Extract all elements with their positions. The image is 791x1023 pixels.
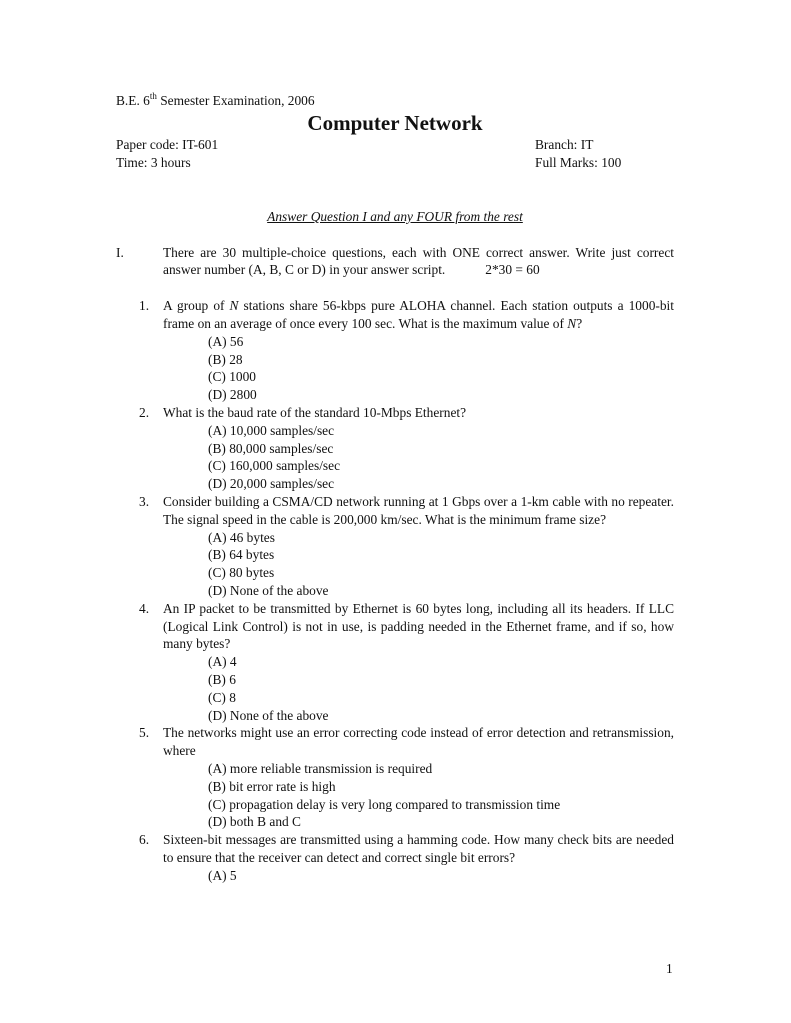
question-number: 6. [139,832,150,848]
option: (B) 64 bytes [208,547,275,563]
options-list [208,760,674,831]
instruction: Answer Question I and any FOUR from the rest [267,208,523,224]
exam-superscript: th [149,90,157,101]
full-marks: Full Marks: 100 [535,154,622,170]
option: (C) 1000 [208,369,256,385]
section-i [116,244,674,280]
question-list [116,297,674,884]
option: (B) 80,000 samples/sec [208,440,334,456]
option: (A) 5 [208,867,237,883]
option: (C) 80 bytes [208,565,275,581]
option: (C) propagation delay is very long compared to transmission time [208,796,561,812]
option: (A) 56 [208,333,244,349]
question-text: The networks might use an error correcting code instead of error detection and retransmission, where [163,725,674,759]
question-number: 2. [139,404,150,420]
exam-page [116,92,674,884]
option: (D) None of the above [208,707,329,723]
question-text-part: ? [576,315,583,331]
section-marks: 2*30 = 60 [485,262,540,278]
option: (C) 8 [208,689,236,705]
question-text: Consider building a CSMA/CD network running at 1 Gbps over a 1-km cable with no repeater. The signal speed in the cable is 200,000 km/sec. What is the minimum frame size? [163,493,674,527]
question-number: 4. [139,600,150,616]
branch: Branch: IT [535,136,594,152]
options-list [208,867,674,885]
options-list [208,653,674,724]
option: (D) 20,000 samples/sec [208,476,335,492]
question-2 [116,404,674,493]
option: (A) more reliable transmission is required [208,760,433,776]
question-text: Sixteen-bit messages are transmitted using a hamming code. How many check bits are needed to ensure that the receiver can detect and correct single bit errors? [163,832,674,865]
option: (A) 4 [208,654,237,670]
question-4 [116,600,674,725]
section-number: I. [116,244,124,260]
option: (D) None of the above [208,582,329,598]
paper-code: Paper code: IT-601 [116,136,219,152]
variable-n: N [229,298,239,314]
question-text [163,297,674,333]
options-list [208,333,674,404]
options-list [208,422,674,493]
question-text-part: stations share 56-kbps pure ALOHA channel. Each station outputs a 1000-bit frame on an average of once every 100 sec. What is the maximum value of [163,298,674,331]
option: (B) 28 [208,351,243,367]
option: (A) 10,000 samples/sec [208,422,335,438]
exam-suffix: Semester Examination, 2006 [156,93,315,108]
exam-line [116,92,674,110]
question-5 [116,724,674,831]
section-description: There are 30 multiple-choice questions, each with ONE correct answer. Write just correct answer number (A, B, C or D) in your answer script. [163,244,674,278]
options-list [208,529,674,600]
time-allowed: Time: 3 hours [116,154,191,170]
question-1 [116,297,674,404]
meta-row-2 [116,154,674,172]
option: (A) 46 bytes [208,529,275,545]
question-text-part: A group of [163,298,230,314]
meta-row-1 [116,136,674,154]
question-text: An IP packet to be transmitted by Ethernet is 60 bytes long, including all its headers. If LLC (Logical Link Control) is not in use, is padding needed in the Ethernet frame, and if so, how many bytes? [163,600,674,652]
question-text: What is the baud rate of the standard 10-Mbps Ethernet? [163,404,467,420]
variable-n: N [567,315,577,331]
question-3 [116,493,674,600]
section-text [163,244,674,280]
option: (D) 2800 [208,387,257,403]
exam-prefix: B.E. 6 [116,93,150,108]
option: (C) 160,000 samples/sec [208,458,341,474]
page-title: Computer Network [307,110,483,135]
question-6 [116,831,674,884]
question-number: 1. [139,298,150,314]
option: (D) both B and C [208,814,301,830]
question-number: 5. [139,725,150,741]
option: (B) bit error rate is high [208,778,336,794]
option: (B) 6 [208,671,236,687]
page-number: 1 [666,961,673,976]
question-number: 3. [139,493,150,509]
